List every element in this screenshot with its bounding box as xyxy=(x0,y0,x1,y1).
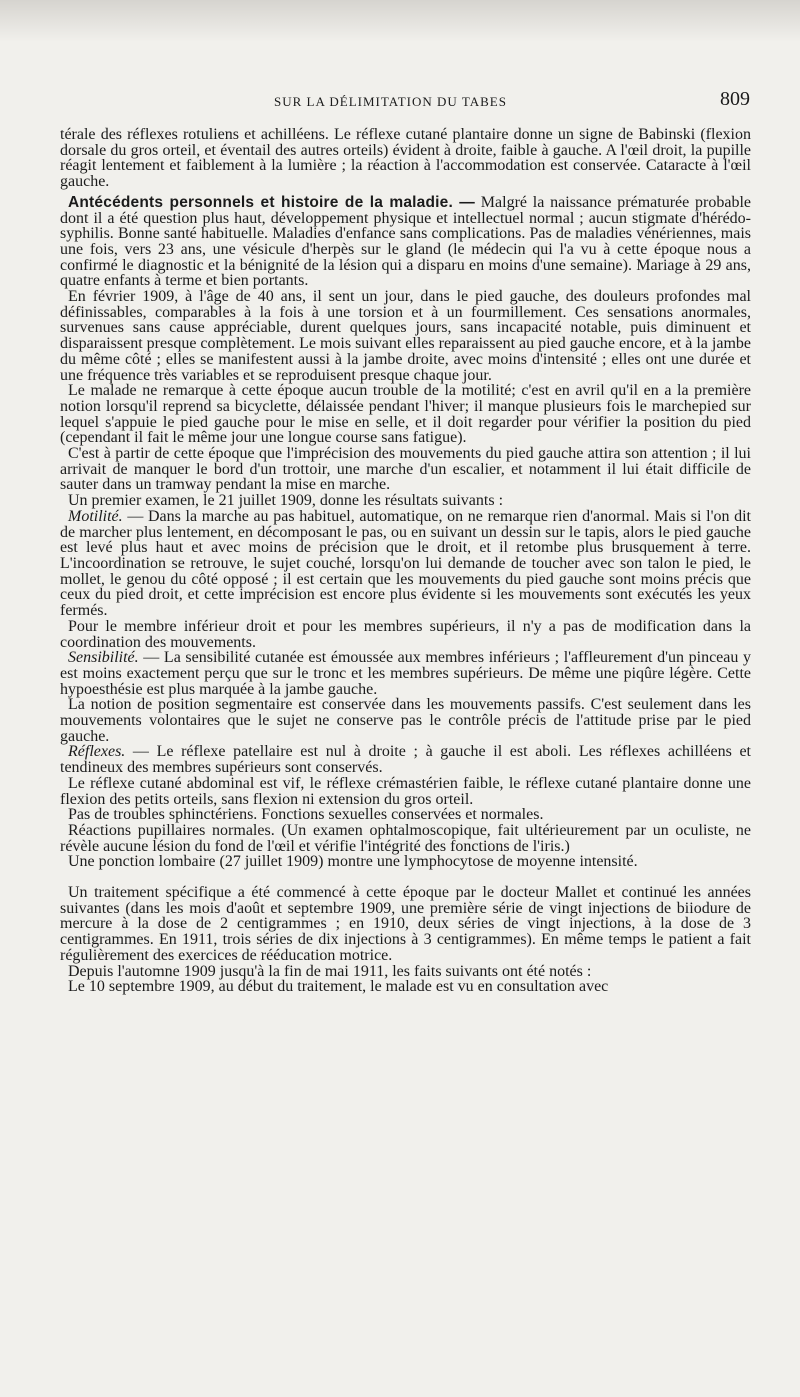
paragraph xyxy=(60,289,751,383)
paragraph xyxy=(60,619,751,650)
paragraph-text: — Dans la marche au pas habituel, automatique, on ne remarque rien d'anormal. Mais si l'on dit de marcher plus lentement, en décomposant le pas, ou en suivant un dessin sur le tapis, alors le pied gauche est levé plus haut et avec moins de précision que le droit, et il retombe plus brusquement à terre. L'incoordination se retrouve, le sujet couché, lorsqu'on lui demande de toucher avec son talon le pied, le mollet, le genou du côté opposé ; il est certain que les mouvements du pied gauche sont moins précis que ceux du pied droit, et cette imprécision est encore plus évidente si les mouvements sont exécutés les yeux fermés. xyxy=(60,507,751,620)
paragraph xyxy=(60,823,751,854)
paragraph xyxy=(60,446,751,493)
paragraph xyxy=(60,807,751,823)
paragraph-text: térale des réflexes rotuliens et achilléens. Le réflexe cutané plantaire donne un signe de Babinski (flexion dorsale du gros orteil, et éventail des autres orteils) évident à droite, faible à gauche. A l'œil droit, la pupille réagit lentement et faiblement à la lumière ; la réaction à l'accommodation est conservée. Cataracte à l'œil gauche. xyxy=(60,126,751,191)
paragraph xyxy=(60,650,751,697)
body-text xyxy=(60,127,751,995)
paragraph xyxy=(60,195,751,289)
paragraph-text: Un traitement spécifique a été commencé à cette époque par le docteur Mallet et continué les années suivantes (dans les mois d'août et septembre 1909, une première série de vingt injections de biiodure de mercure à la dose de 2 centigrammes ; en 1910, deux séries de vingt injections, à la dose de 3 centigrammes. En 1911, trois séries de dix injections à 3 centigrammes). En même temps le patient a fait régulièrement des exercices de rééducation motrice. xyxy=(60,884,751,964)
page-number: 809 xyxy=(720,88,750,110)
page-header xyxy=(60,88,750,120)
paragraph xyxy=(60,979,751,995)
paragraph-text: Le malade ne remarque à cette époque aucun trouble de la motilité; c'est en avril qu'il en a la première notion lorsqu'il reprend sa bicyclette, délaissée pendant l'hiver; il manque plusieurs fois le marchepied sur lequel s'appuie le pied gauche pour le mise en selle, et il doit regarder pour vérifier la position du pied (cependant il fait le même jour une longue course sans fatigue). xyxy=(60,382,751,447)
paragraph xyxy=(60,854,751,870)
paragraph xyxy=(60,697,751,744)
paragraph xyxy=(60,964,751,980)
paragraph xyxy=(60,509,751,619)
paragraph-text: — Le réflexe patellaire est nul à droite ; à gauche il est aboli. Les réflexes achilléens et tendineux des membres supérieurs sont conservés. xyxy=(60,743,751,777)
paragraph-text: C'est à partir de cette époque que l'imprécision des mouvements du pied gauche attira son attention ; il lui arrivait de manquer le bord d'un trottoir, une marche d'un escalier, et notamment il lui était difficile de sauter dans un tramway pendant la mise en marche. xyxy=(60,445,751,494)
subsection-label: Sensibilité. xyxy=(68,649,139,667)
paragraph xyxy=(60,776,751,807)
paragraph xyxy=(60,493,751,509)
paragraph-text: Malgré la naissance prématurée probable dont il a été question plus haut, développement physique et intellectuel normal ; aucun stigmate d'hérédo-syphilis. Bonne santé habituelle. Maladies d'enfance sans complications. Pas de maladies vénériennes, mais une fois, vers 23 ans, une vésicule d'herpès sur le gland (le médecin qui l'a vu à cette époque nous a confirmé le diagnostic et la bénignité de la lésion qui a disparu en moins d'une semaine). Mariage à 29 ans, quatre enfants à terme et bien portants. xyxy=(60,193,752,290)
paragraph xyxy=(60,127,751,190)
paragraph-text: En février 1909, à l'âge de 40 ans, il sent un jour, dans le pied gauche, des douleurs profondes mal définissables, comparables à la fois à une torsion et à un fourmillement. Ces sensations anormales, survenues sans cause appréciable, durent quelques jours, sans incapacité notable, puis diminuent et disparaissent presque complètement. Le mois suivant elles reparaissent au pied gauche encore, et à la jambe du même côté ; elles se manifestent aussi à la jambe droite, avec moins d'intensité ; elles ont une durée et une fréquence très variables et se reproduisent presque chaque jour. xyxy=(60,288,751,384)
running-title: SUR LA DÉLIMITATION DU TABES xyxy=(274,94,507,109)
paragraph-text: — La sensibilité cutanée est émoussée aux membres inférieurs ; l'affleurement d'un pinceau y est moins exactement perçu que sur le tronc et les membres supérieurs. De même une piqûre légère. Cette hypoesthésie est plus marquée à la jambe gauche. xyxy=(60,649,751,698)
paragraph-text: Pas de troubles sphinctériens. Fonctions sexuelles conservées et normales. xyxy=(68,806,544,824)
page-top-shade xyxy=(0,0,800,42)
paragraph-text: Une ponction lombaire (27 juillet 1909) montre une lymphocytose de moyenne intensité. xyxy=(68,853,638,871)
paragraph xyxy=(60,885,751,964)
paragraph xyxy=(60,383,751,446)
paragraph-text: Le réflexe cutané abdominal est vif, le réflexe crémastérien faible, le réflexe cutané plantaire donne une flexion des petits orteils, sans flexion ni extension du gros orteil. xyxy=(60,774,751,808)
paragraph-text: Un premier examen, le 21 juillet 1909, donne les résultats suivants : xyxy=(68,492,504,510)
section-heading: Antécédents personnels et histoire de la maladie. — xyxy=(68,193,475,211)
paragraph-text: Depuis l'automne 1909 jusqu'à la fin de mai 1911, les faits suivants ont été notés : xyxy=(68,962,592,980)
paragraph-text: Réactions pupillaires normales. (Un examen ophtalmoscopique, fait ultérieurement par un oculiste, ne révèle aucune lésion du fond de l'œil et vérifie l'intégrité des fonctions de l'iris.) xyxy=(60,821,751,855)
paragraph xyxy=(60,744,751,775)
subsection-label: Motilité. xyxy=(68,507,123,525)
paragraph-text: La notion de position segmentaire est conservée dans les mouvements passifs. C'est seulement dans les mouvements volontaires que le sujet ne conserve pas le contrôle précis de l'attitude prise par le pied gauche. xyxy=(60,696,751,745)
paragraph-text: Le 10 septembre 1909, au début du traitement, le malade est vu en consultation avec xyxy=(68,978,609,996)
subsection-label: Réflexes. xyxy=(68,743,126,761)
paragraph-text: Pour le membre inférieur droit et pour les membres supérieurs, il n'y a pas de modification dans la coordination des mouvements. xyxy=(60,617,751,651)
